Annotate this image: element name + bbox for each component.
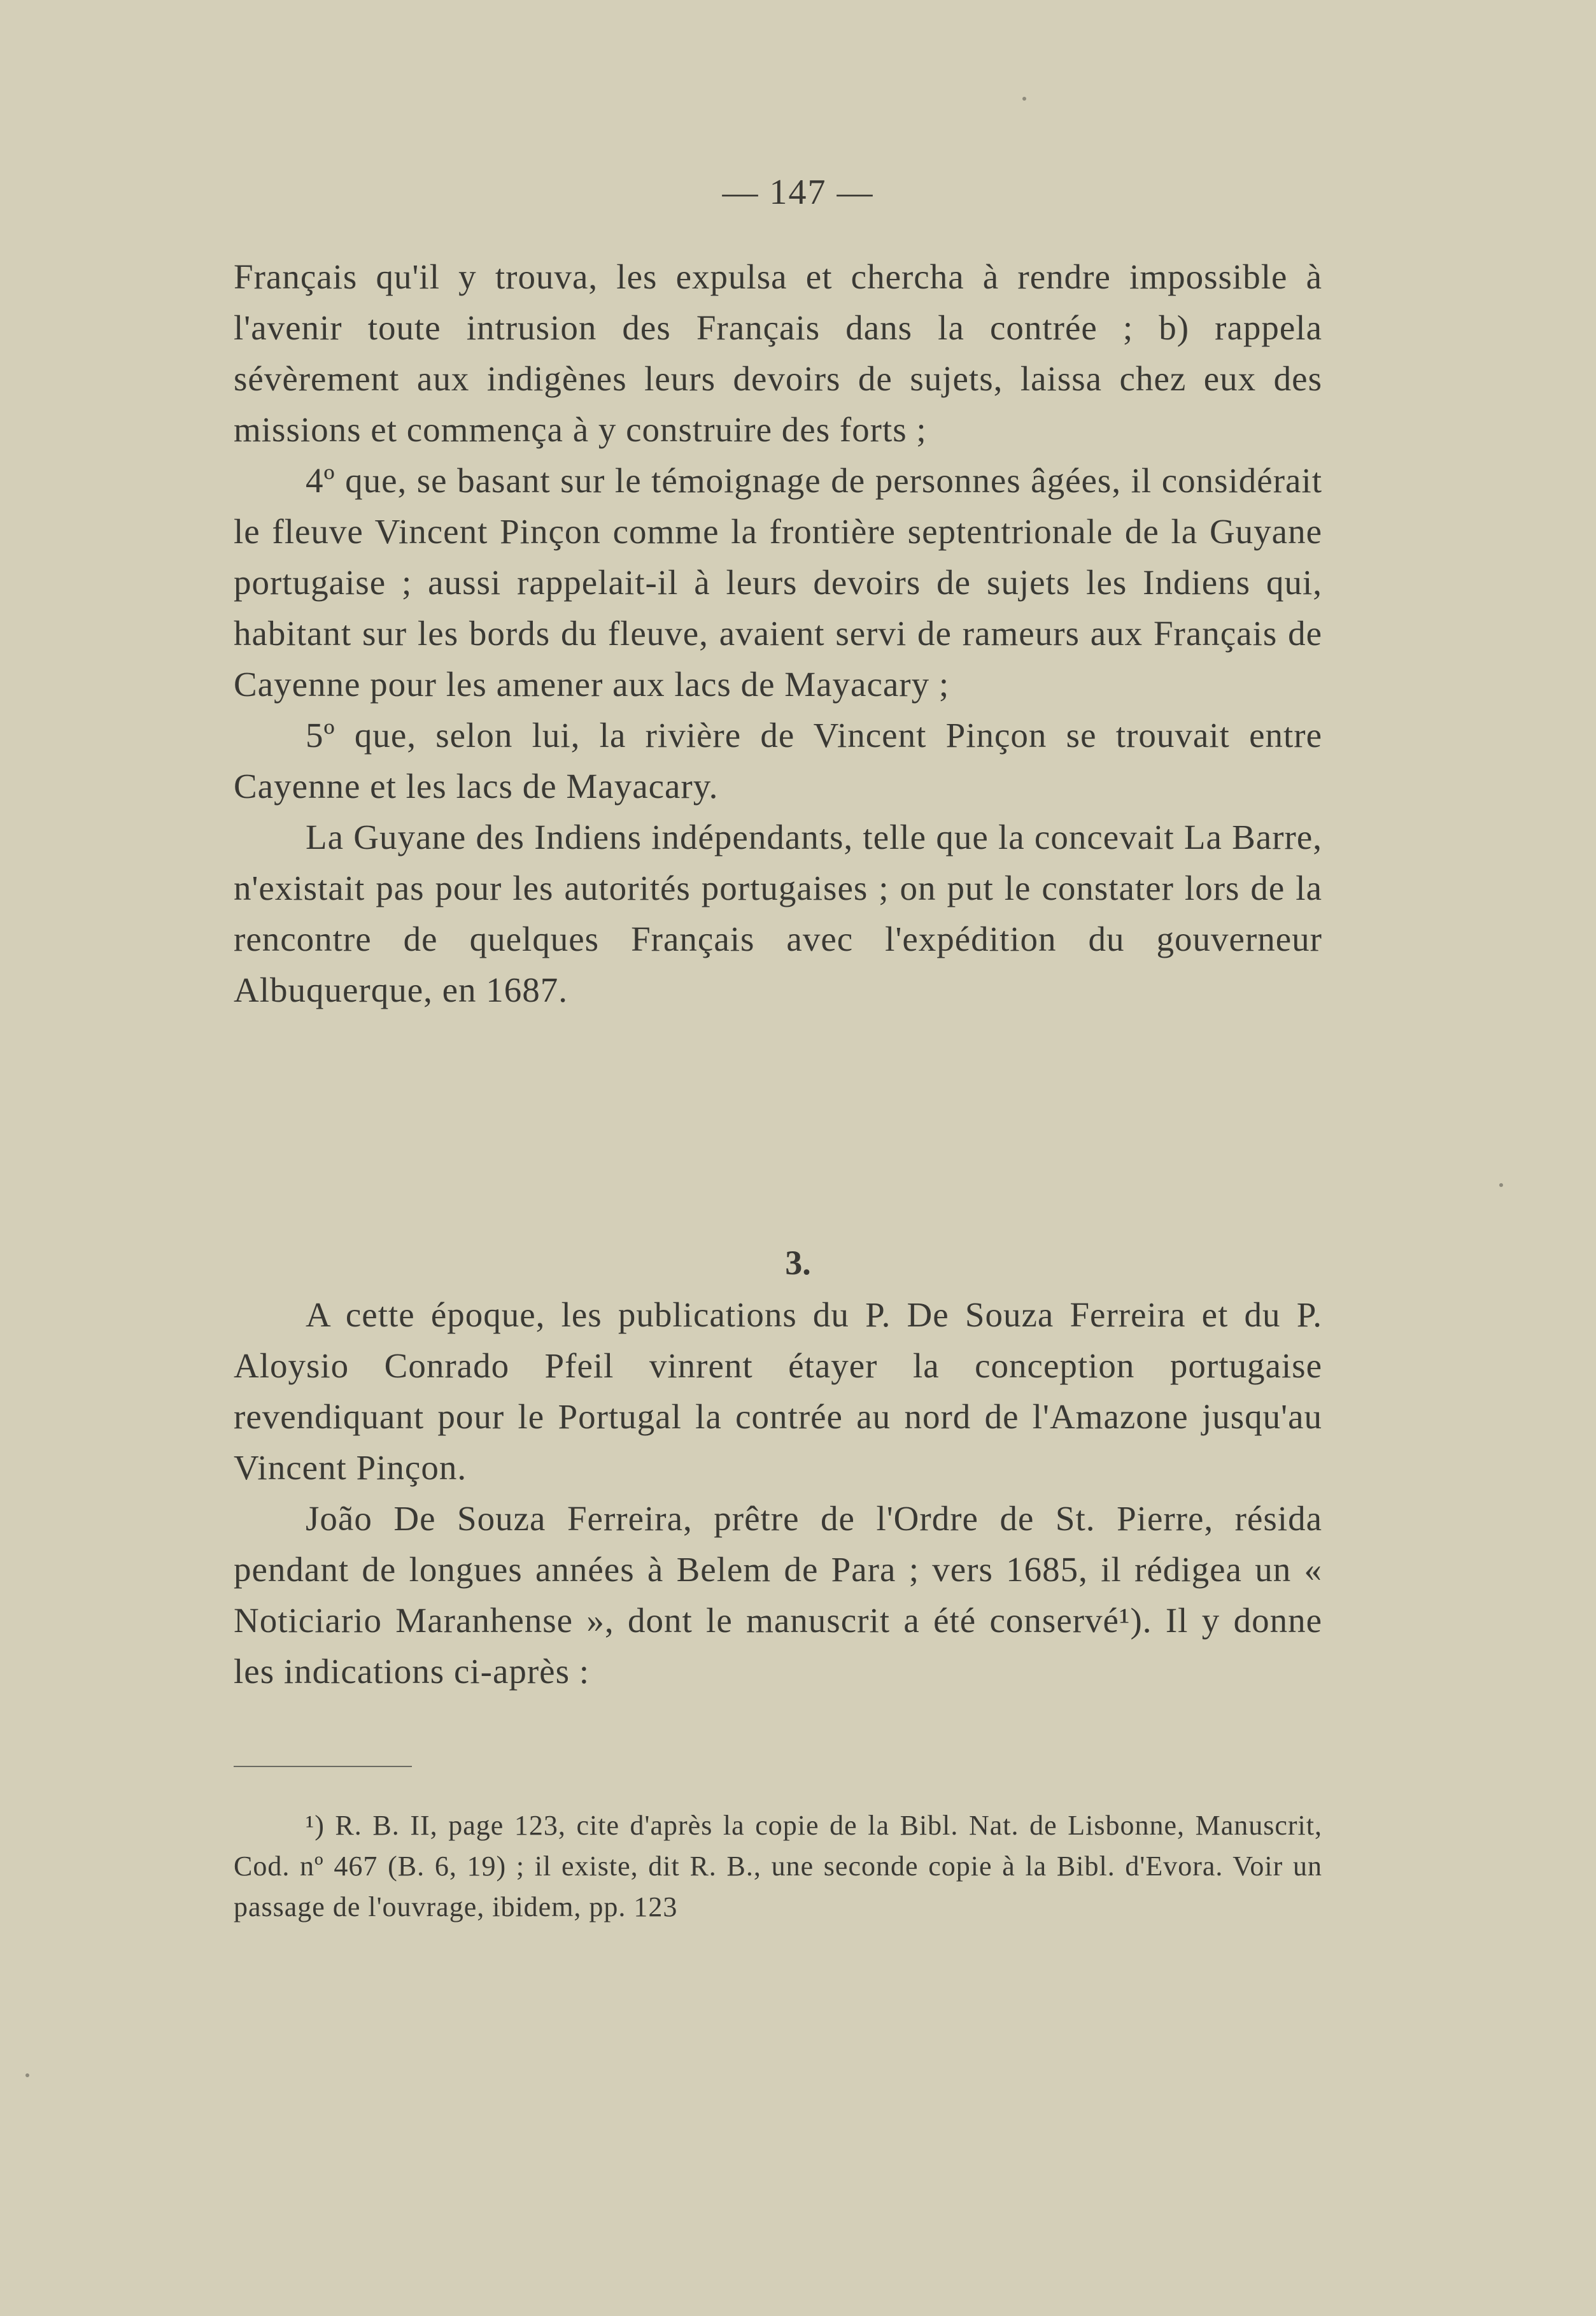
page-number-header: — 147 — [722, 173, 874, 212]
footnote: ¹) R. B. II, page 123, cite d'après la copie de la Bibl. Nat. de Lisbonne, Manuscrit, Cod. nº 467 (B. 6, 19) ; il existe, dit R. B., une seconde copie à la Bibl. d'Evora. Voir un passage de l'ouvrage, ibidem, pp. 123 [234, 1810, 1322, 1922]
paragraph-publications: A cette époque, les publications du P. De Souza Ferreira et du P. Aloysio Conrado Pfeil vinrent étayer la conception portugaise revendiquant pour le Portugal la contrée au nord de l'Amazone jusqu'au Vincent Pinçon. [234, 1295, 1322, 1487]
body-text-after-section [234, 1289, 1322, 1697]
paragraph-continuation: Français qu'il y trouva, les expulsa et chercha à rendre impossible à l'avenir toute intrusion des Français dans la contrée ; b) rappela sévèrement aux indigènes leurs devoirs de sujets, laissa chez eux des missions et commença à y construire des forts ; [234, 257, 1322, 449]
section-heading: 3. [785, 1244, 811, 1282]
paragraph-joao-de-souza: João De Souza Ferreira, prêtre de l'Ordre de St. Pierre, résida pendant de longues années à Belem de Para ; vers 1685, il rédigea un « Noticiario Maranhense », dont le manuscrit a été conservé¹). Il y donne les indications ci-après : [234, 1499, 1322, 1691]
paper-speck [1022, 97, 1026, 101]
paragraph-item-4: 4º que, se basant sur le témoignage de personnes âgées, il considérait le fleuve Vincent Pinçon comme la frontière septentrionale de la Guyane portugaise ; aussi rappelait-il à leurs devoirs de sujets les Indiens qui, habitant sur les bords du fleuve, avaient servi de rameurs aux Français de Cayenne pour les amener aux lacs de Mayacary ; [234, 461, 1322, 704]
paragraph-guyane: La Guyane des Indiens indépendants, telle que la concevait La Barre, n'existait pas pour les autorités portugaises ; on put le constater lors de la rencontre de quelques Français avec l'expédition du gouverneur Albuquerque, en 1687. [234, 818, 1322, 1009]
paper-speck [25, 2073, 29, 2077]
paragraph-item-5: 5º que, selon lui, la rivière de Vincent Pinçon se trouvait entre Cayenne et les lacs de Mayacary. [234, 716, 1322, 806]
body-text-before-section [234, 252, 1322, 1016]
paper-speck [1499, 1183, 1503, 1187]
footnote-divider [234, 1766, 412, 1767]
